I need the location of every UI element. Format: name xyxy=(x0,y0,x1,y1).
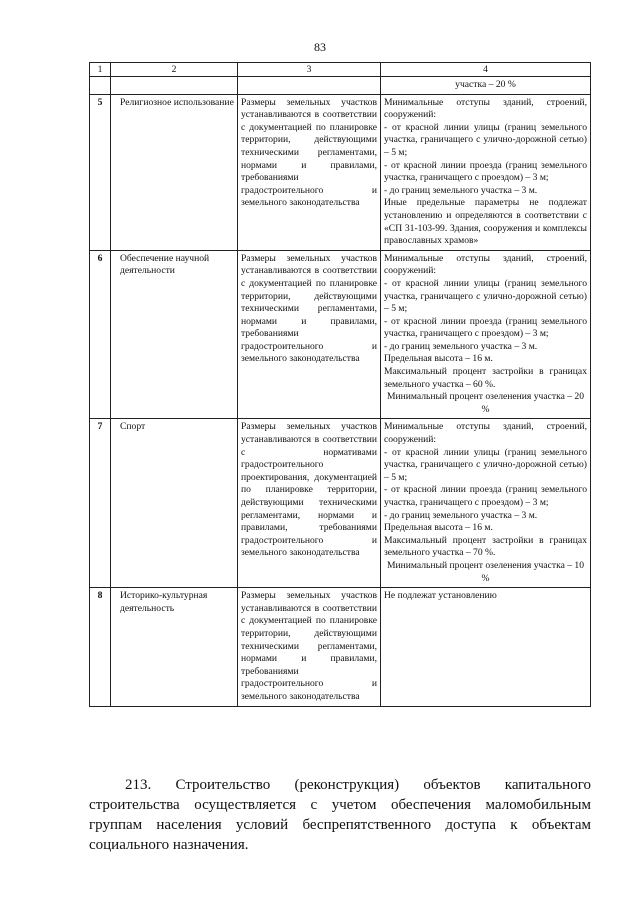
requirement-line: Иные предельные параметры не подлежат установлению и определяются в соответствии с «СП 31-103-99. Здания, сооружения и комплексы православных храмов» xyxy=(384,197,587,247)
requirement-line: - от красной линии улицы (границ земельного участка, граничащего с улично-дорожной сетью) – 5 м; xyxy=(384,277,587,315)
plot-size-text: Размеры земельных участков устанавливаются в соответствии с документацией по планировке территории, действующими техническими регламентами, нормами и правилами, требованиями градостроительного и земельного законодательства xyxy=(238,94,381,250)
table-row xyxy=(90,419,591,588)
requirement-line: - от красной линии проезда (границ земельного участка, граничащего с проездом) – 3 м; xyxy=(384,159,587,184)
continuation-row xyxy=(90,77,591,95)
requirement-line: - до границ земельного участка – 3 м. xyxy=(384,340,538,352)
requirement-line: Минимальные отступы зданий, строений, сооружений: xyxy=(384,252,587,277)
requirement-line: Минимальные отступы зданий, строений, сооружений: xyxy=(384,96,587,121)
requirement-line: - до границ земельного участка – 3 м. xyxy=(384,184,538,196)
requirement-line: - от красной линии проезда (границ земельного участка, граничащего с проездом) – 3 м; xyxy=(384,315,587,340)
land-use-type: Спорт xyxy=(111,419,238,588)
requirement-line: Максимальный процент застройки в границах земельного участка – 60 %. xyxy=(384,366,587,390)
requirement-line: - от красной линии проезда (границ земельного участка, граничащего с проездом) – 3 м; xyxy=(384,484,587,508)
table-row xyxy=(90,94,591,250)
requirement-line: Предельная высота – 16 м. xyxy=(384,353,493,365)
row-number: 6 xyxy=(90,250,111,419)
row-number: 8 xyxy=(90,588,111,706)
header-col-4: 4 xyxy=(381,63,591,77)
plot-size-text: Размеры земельных участков устанавливаются в соответствии с документацией по планировке территории, действующими техническими регламентами, нормами и правилами, требованиями градостроительного и земельного законодательства xyxy=(238,250,381,419)
requirements-cell xyxy=(381,419,591,588)
plot-size-text: Размеры земельных участков устанавливаются в соответствии с документацией по планировке территории, действующими техническими регламентами, нормами и правилами, требованиями градостроительного и земельного законодательства xyxy=(238,588,381,706)
paragraph-213: 213. Строительство (реконструкция) объектов капитального строительства осуществляется с учетом обеспечения маломобильным группам населения условий беспрепятственного доступа к объектам социального назначения. xyxy=(89,777,591,853)
requirement-line: Не подлежат установлению xyxy=(384,590,497,602)
plot-size-text: Размеры земельных участков устанавливаются в соответствии с нормативами градостроительного проектирования, документацией по планировке территории, действующими техническими регламентами, нормами и правилами, требованиями градостроительного и земельного законодательства xyxy=(238,419,381,588)
row-number: 5 xyxy=(90,94,111,250)
requirement-line: - от красной линии улицы (границ земельного участка, граничащего с улично-дорожной сетью) – 5 м; xyxy=(384,121,587,158)
table-header-row xyxy=(90,63,591,77)
land-use-table xyxy=(89,62,591,707)
requirements-cell xyxy=(381,588,591,706)
table-row xyxy=(90,588,591,706)
row-number: 7 xyxy=(90,419,111,588)
requirements-cell xyxy=(381,94,591,250)
continuation-text: участка – 20 % xyxy=(455,79,516,90)
requirement-line: - от красной линии улицы (границ земельного участка, граничащего с улично-дорожной сетью) – 5 м; xyxy=(384,446,587,483)
requirement-line: Минимальный процент озеленения участка – 10 % xyxy=(386,559,585,584)
land-use-type: Историко-культурная деятельность xyxy=(111,588,238,706)
requirement-line: Предельная высота – 16 м. xyxy=(384,522,493,534)
land-use-type: Религиозное использование xyxy=(111,94,238,250)
header-col-2: 2 xyxy=(111,63,238,77)
requirement-line: Минимальный процент озеленения участка – 20 % xyxy=(386,391,585,415)
land-use-type: Обеспечение научной деятельности xyxy=(111,250,238,419)
requirements-cell xyxy=(381,250,591,419)
requirement-line: Максимальный процент застройки в границах земельного участка – 70 %. xyxy=(384,534,587,559)
header-col-1: 1 xyxy=(90,63,111,77)
requirement-line: Минимальные отступы зданий, строений, сооружений: xyxy=(384,421,587,446)
header-col-3: 3 xyxy=(238,63,381,77)
requirement-line: - до границ земельного участка – 3 м. xyxy=(384,509,538,521)
table-row xyxy=(90,250,591,419)
page-number: 83 xyxy=(314,40,326,54)
